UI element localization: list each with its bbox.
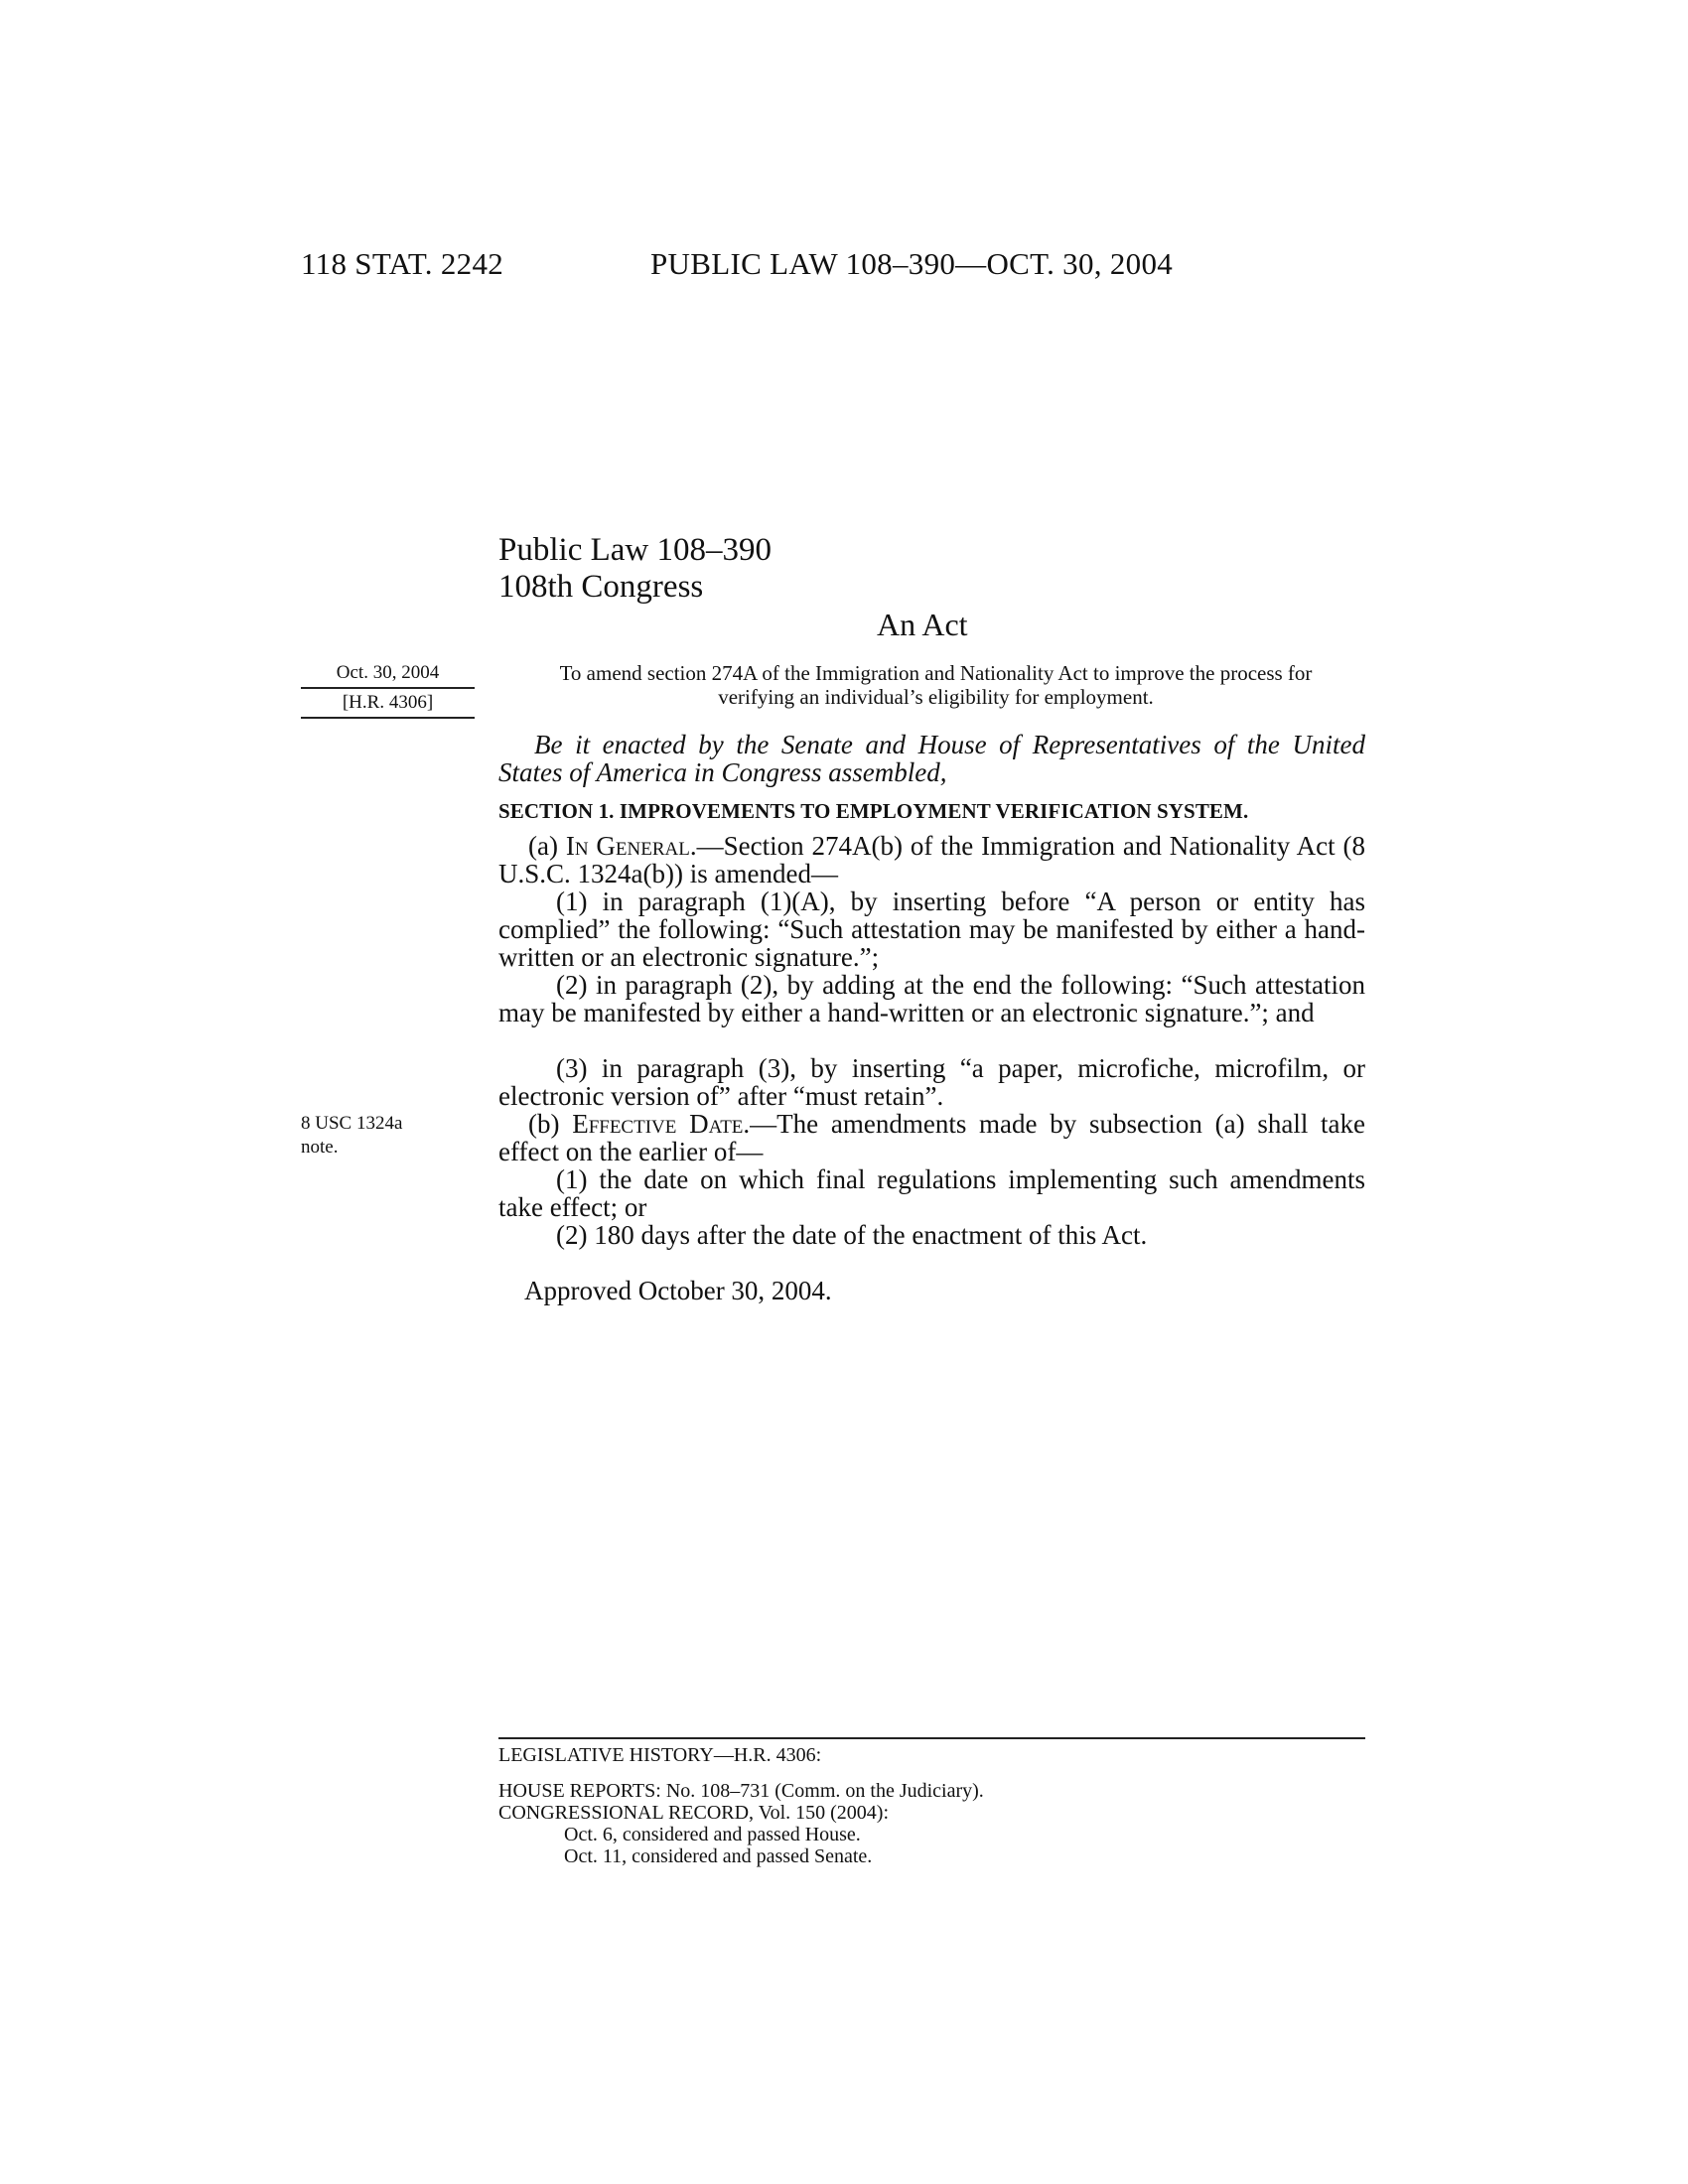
subsection-a-item-2: [498, 971, 1365, 1026]
running-header: PUBLIC LAW 108–390—OCT. 30, 2004: [650, 246, 1174, 281]
subsection-a-label: (a): [528, 831, 558, 861]
history-date-senate: Oct. 11, considered and passed Senate.: [564, 1845, 873, 1867]
house-reports: HOUSE REPORTS: No. 108–731 (Comm. on the Judiciary).: [498, 1780, 984, 1802]
list-item: (2) in paragraph (2), by adding at the end the following: “Such attestation may be manifested by either a hand-written or an electronic signature.”; and: [498, 970, 1365, 1027]
list-item: (2) 180 days after the date of the enactment of this Act.: [556, 1220, 1148, 1250]
subsection-b-label: (b): [528, 1109, 560, 1139]
subsection-a-heading: In General: [565, 831, 690, 861]
congressional-record: CONGRESSIONAL RECORD, Vol. 150 (2004):: [498, 1802, 889, 1824]
subsection-b-text: .—The amendments made by subsection (a) shall take effect on the earlier of—: [498, 1109, 1366, 1166]
subsection-a: [498, 832, 1365, 887]
subsection-a-item-1: [498, 887, 1365, 971]
act-purpose: To amend section 274A of the Immigration and Nationality Act to improve the process for verifying an individual’s eligibility for employment.: [559, 661, 1313, 709]
subsection-a-text: .—Section 274A(b) of the Immigration and Nationality Act (8 U.S.C. 1324a(b)) is amended—: [498, 831, 1365, 888]
subsection-b-item-1: [498, 1165, 1365, 1221]
section-heading: SECTION 1. IMPROVEMENTS TO EMPLOYMENT VERIFICATION SYSTEM.: [498, 799, 1249, 823]
subsection-b: [498, 1110, 1365, 1165]
footnote-divider: [498, 1737, 1365, 1739]
side-note-date: Oct. 30, 2004: [301, 661, 475, 689]
list-item: (1) the date on which final regulations implementing such amendments take effect; or: [498, 1164, 1365, 1222]
public-law-number: Public Law 108–390: [498, 532, 772, 568]
side-note-bill: [H.R. 4306]: [301, 691, 475, 719]
subsection-b-item-2: [498, 1221, 1365, 1249]
stat-page-number: 118 STAT. 2242: [301, 246, 504, 281]
side-note-usc-line1: 8 USC 1324a: [301, 1113, 403, 1134]
list-item: (1) in paragraph (1)(A), by inserting before “A person or entity has complied” the following: “Such attestation may be manifested by either a hand-written or an electronic signature.”;: [498, 887, 1365, 972]
subsection-b-heading: Effective Date: [572, 1109, 744, 1139]
an-act-heading: An Act: [877, 607, 968, 642]
list-item: (3) in paragraph (3), by inserting “a paper, microfiche, microfilm, or electronic version of” after “must retain”.: [498, 1053, 1365, 1111]
approval-line: Approved October 30, 2004.: [524, 1276, 832, 1305]
history-date-house: Oct. 6, considered and passed House.: [564, 1824, 861, 1845]
enacting-clause: Be it enacted by the Senate and House of Representatives of the United States of America in Congress assembled,: [498, 730, 1365, 787]
legislative-history-title: LEGISLATIVE HISTORY—H.R. 4306:: [498, 1744, 822, 1766]
subsection-a-item-3: [498, 1054, 1365, 1110]
congress-number: 108th Congress: [498, 569, 704, 605]
side-note-usc-line2: note.: [301, 1137, 339, 1158]
side-note-usc: [301, 1112, 450, 1160]
